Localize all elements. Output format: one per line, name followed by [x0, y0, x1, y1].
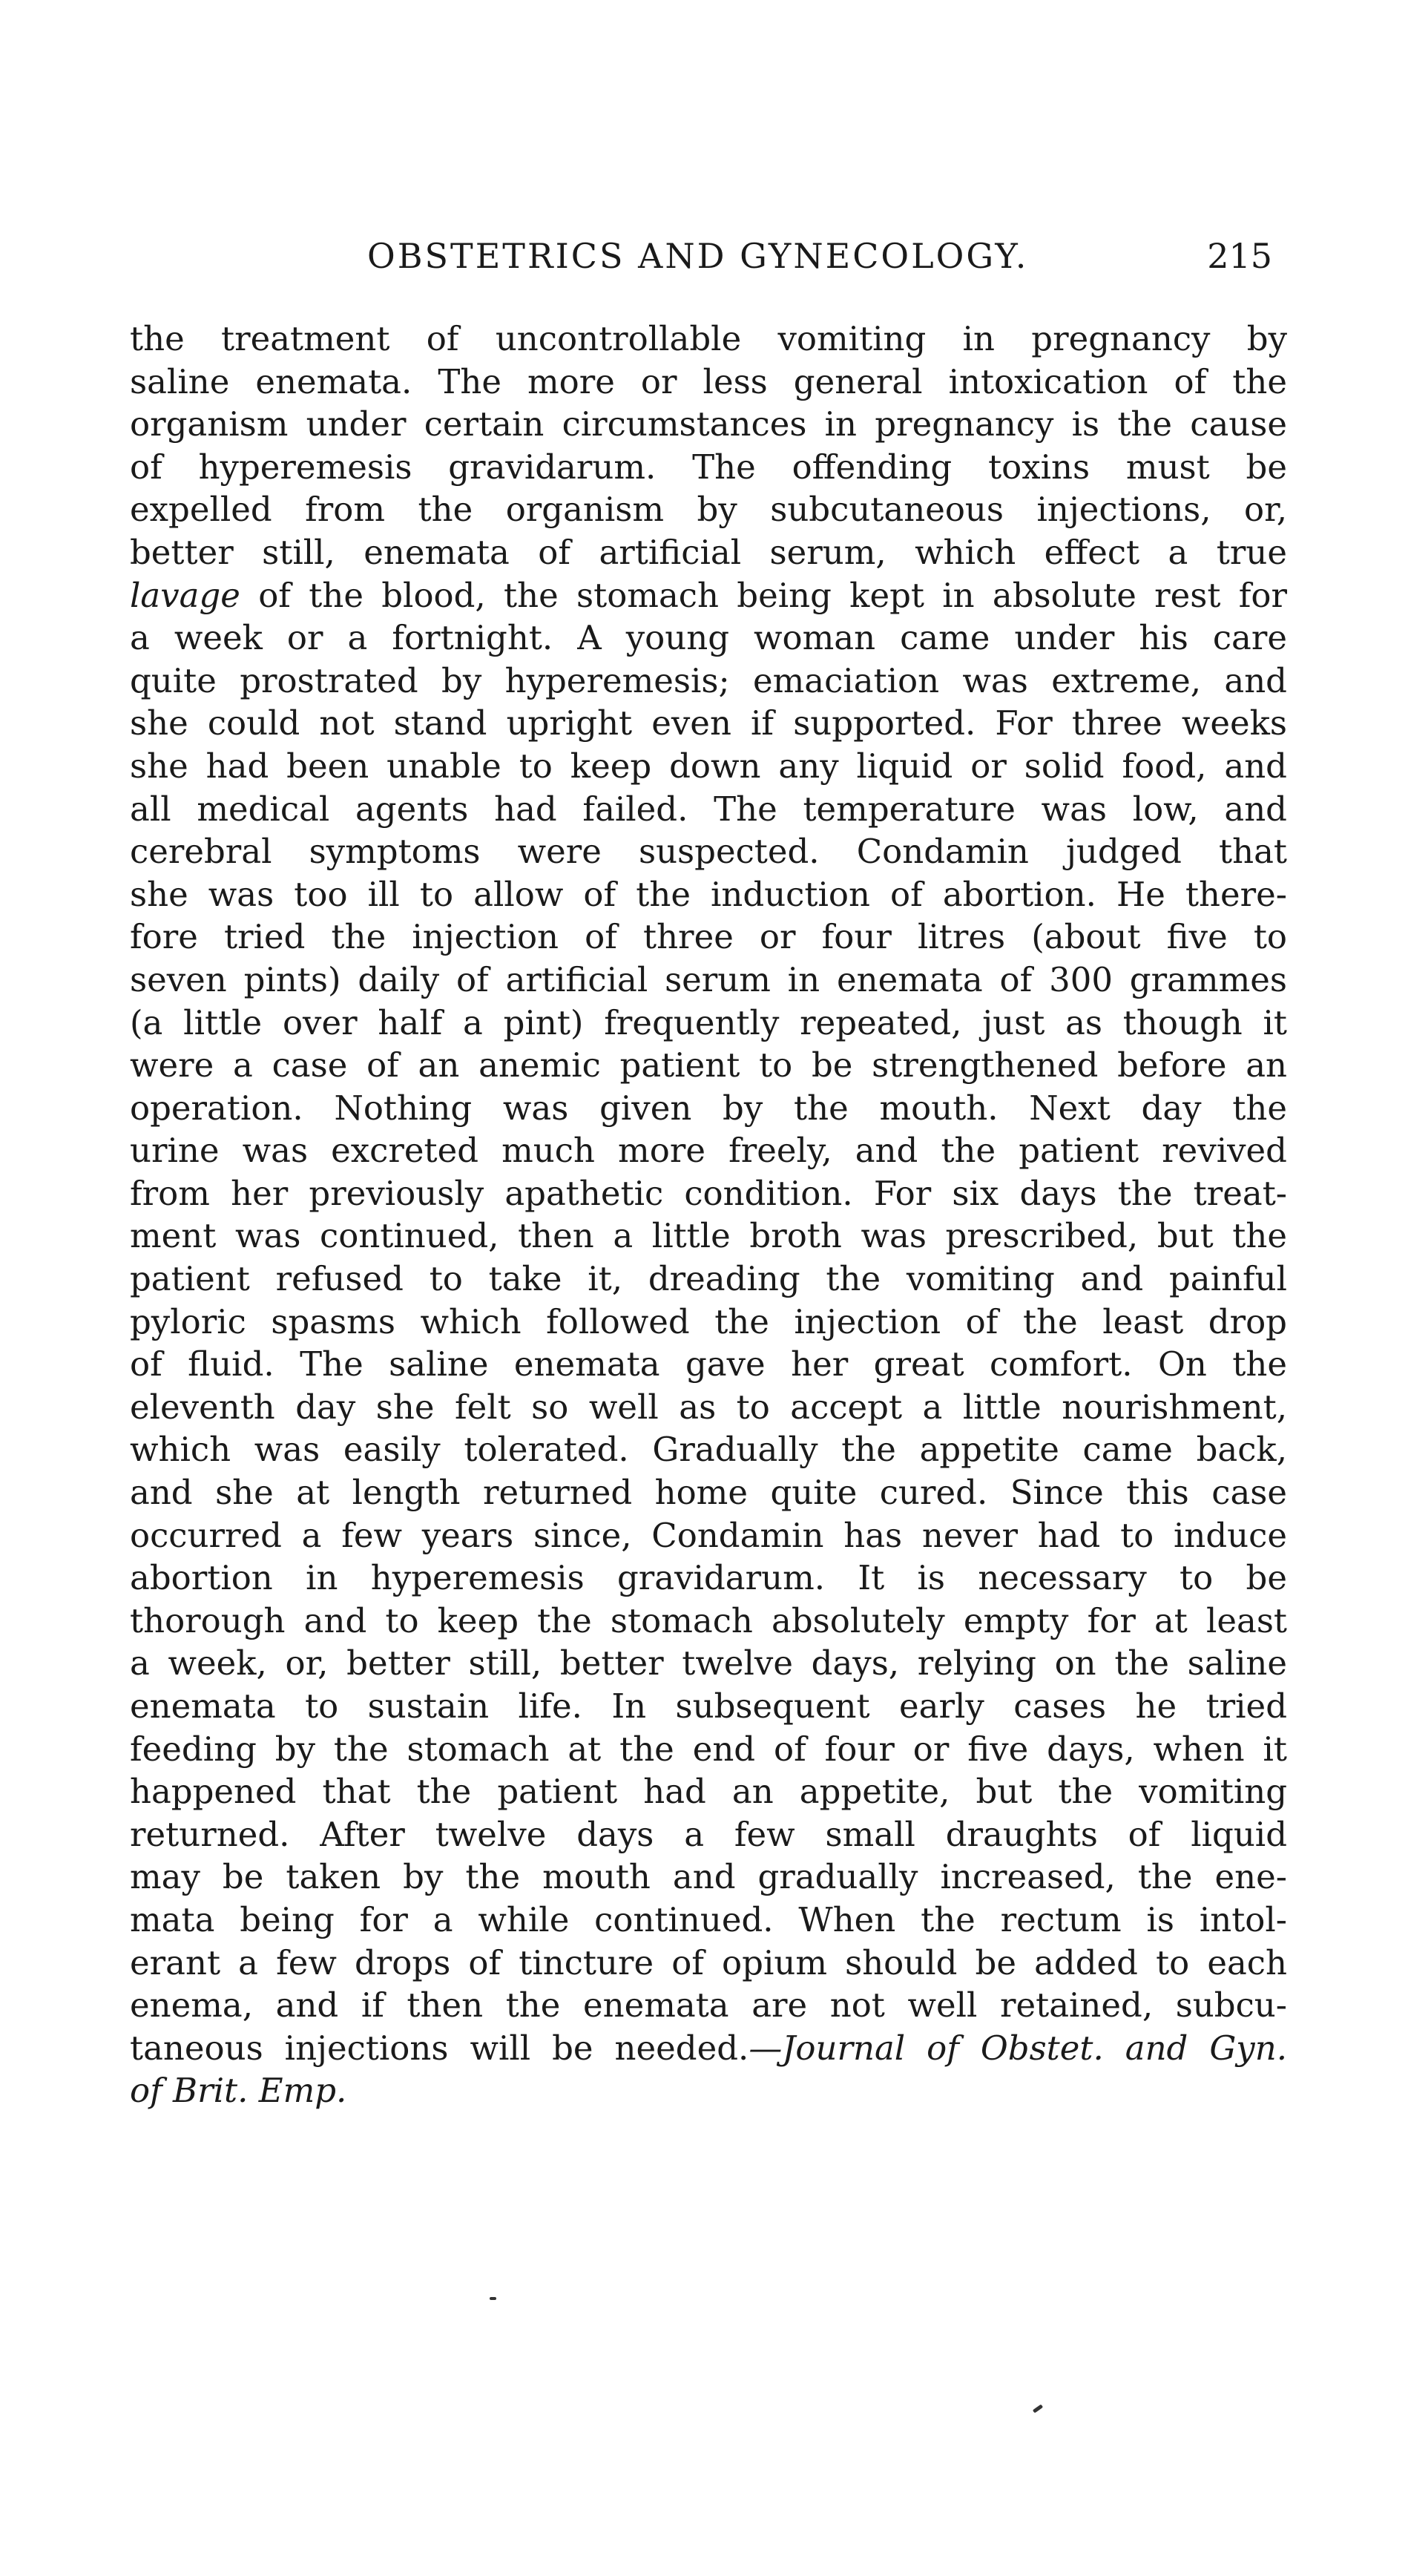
text-line	[130, 2027, 1287, 2070]
text-line: erant a few drops of tincture of opium should be added to each	[130, 1942, 1287, 1982]
text-line: cerebral symptoms were suspected. Condamin judged that	[130, 832, 1287, 872]
text-line: the treatment of uncontrollable vomiting in pregnancy by	[130, 319, 1287, 358]
page-header	[130, 236, 1272, 288]
text-line: fore tried the injection of three or four litres (about five to	[130, 917, 1287, 957]
text-line: mata being for a while continued. When the rectum is intol-	[130, 1899, 1287, 1939]
text-line: a week, or, better still, better twelve days, relying on the saline	[130, 1643, 1287, 1683]
text-line: occurred a few years since, Condamin has never had to induce	[130, 1515, 1287, 1555]
text-line: of fluid. The saline enemata gave her great comfort. On the	[130, 1344, 1287, 1384]
text-line: ment was continued, then a little broth was prescribed, but the	[130, 1216, 1287, 1256]
text-line: patient refused to take it, dreading the vomiting and painful	[130, 1259, 1287, 1299]
text-line: enemata to sustain life. In subsequent early cases he tried	[130, 1686, 1287, 1726]
text-line: quite prostrated by hyperemesis; emaciation was extreme, and	[130, 660, 1287, 700]
text-line: operation. Nothing was given by the mouth. Next day the	[130, 1088, 1287, 1128]
text-line: she had been unable to keep down any liquid or solid food, and	[130, 746, 1287, 786]
text-line: were a case of an anemic patient to be strengthened before an	[130, 1045, 1287, 1085]
text-line: (a little over half a pint) frequently repeated, just as though it	[130, 1002, 1287, 1042]
text-line: happened that the patient had an appetite, but the vomiting	[130, 1772, 1287, 1812]
body-text	[130, 318, 1287, 2112]
running-head: OBSTETRICS AND GYNECOLOGY.	[367, 236, 1029, 276]
text-line: enema, and if then the enemata are not well retained, subcu-	[130, 1985, 1287, 2025]
text-line: returned. After twelve days a few small draughts of liquid	[130, 1814, 1287, 1854]
stray-mark	[1033, 2404, 1043, 2413]
stray-mark	[490, 2297, 496, 2300]
text-line: feeding by the stomach at the end of four or five days, when it	[130, 1729, 1287, 1769]
lavage-word: lavage	[130, 575, 240, 615]
text-line: may be taken by the mouth and gradually increased, the ene-	[130, 1857, 1287, 1897]
text-line: saline enemata. The more or less general intoxication of the	[130, 361, 1287, 401]
text-line: from her previously apathetic condition. For six days the treat-	[130, 1173, 1287, 1213]
text-line: all medical agents had failed. The temperature was low, and	[130, 789, 1287, 829]
text-line: she was too ill to allow of the induction of abortion. He there-	[130, 874, 1287, 914]
citation-continued: of Brit. Emp.	[130, 2071, 347, 2111]
text-line: she could not stand upright even if supported. For three weeks	[130, 703, 1287, 743]
text-line: pyloric spasms which followed the injection of the least drop	[130, 1301, 1287, 1341]
text-line-start: taneous injections will be needed.	[130, 2028, 749, 2068]
text-line	[130, 574, 1287, 617]
page-number: 215	[1207, 236, 1272, 276]
text-line: urine was excreted much more freely, and the patient revived	[130, 1131, 1287, 1171]
text-line: thorough and to keep the stomach absolutely empty for at least	[130, 1600, 1287, 1640]
text-line: eleventh day she felt so well as to accept a little nourishment,	[130, 1387, 1287, 1427]
text-line: organism under certain circumstances in pregnancy is the cause	[130, 404, 1287, 444]
text-line-rest: of the blood, the stomach being kept in absolute rest for	[240, 575, 1287, 615]
text-line: a week or a fortnight. A young woman came under his care	[130, 618, 1287, 658]
text-line	[130, 2069, 1287, 2112]
text-line: better still, enemata of artificial serum, which effect a true	[130, 532, 1287, 572]
citation: —Journal of Obstet. and Gyn.	[749, 2028, 1287, 2068]
text-line: and she at length returned home quite cured. Since this case	[130, 1473, 1287, 1513]
text-line: expelled from the organism by subcutaneous injections, or,	[130, 490, 1287, 530]
text-line: of hyperemesis gravidarum. The offending toxins must be	[130, 447, 1287, 487]
text-line: abortion in hyperemesis gravidarum. It is necessary to be	[130, 1558, 1287, 1598]
text-line: which was easily tolerated. Gradually the appetite came back,	[130, 1430, 1287, 1470]
text-line: seven pints) daily of artificial serum in enemata of 300 grammes	[130, 959, 1287, 999]
